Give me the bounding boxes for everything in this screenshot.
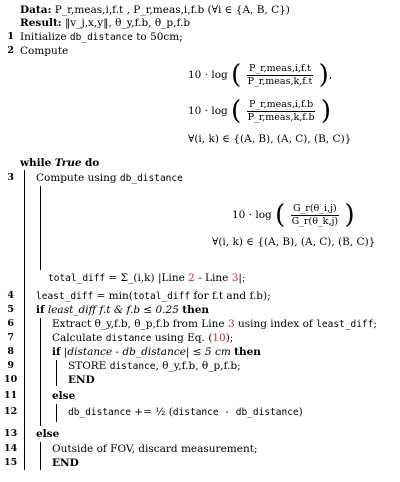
line-number: 13 (4, 428, 18, 439)
text: using Eq. ( (154, 332, 213, 344)
text: = min( (96, 290, 133, 302)
code: distance - db_distance (172, 407, 299, 418)
numerator: G_r(θ_i,j) (292, 202, 337, 214)
denominator: P_r,meas,k,f.t (247, 75, 313, 87)
algo-line-11: else (52, 390, 76, 402)
algo-line-10: END (68, 374, 95, 386)
text: ; (373, 318, 377, 330)
keyword: then (182, 304, 210, 316)
algo-line-15: END (52, 457, 79, 469)
text: ) (298, 406, 303, 418)
line-number: 14 (4, 443, 18, 454)
code: total_diff (132, 291, 191, 302)
text: Compute using (36, 172, 117, 184)
text: |; (238, 272, 246, 284)
algo-line-2: Compute (20, 45, 69, 57)
line-number: 7 (7, 332, 14, 343)
line-number: 8 (7, 346, 14, 357)
text: - Line (198, 272, 229, 284)
text: using index of (237, 318, 313, 330)
equation-2: 10 · log ( $\frac{\text{P\_r,meas,i,f.b}}{\text{P\_r,meas,k,f.b}}$ ) (188, 96, 332, 126)
algo-line-1 (20, 31, 183, 44)
line-number: 1 (7, 31, 14, 42)
code: distance (105, 333, 152, 344)
compute-scope-bar (40, 186, 41, 270)
algo-line-12 (68, 406, 303, 419)
algo-line-8 (52, 346, 261, 359)
code: least_diff (36, 291, 94, 302)
text: Extract θ_y,f.b, θ_p,f.b from Line (52, 318, 225, 330)
text: STORE (68, 360, 107, 372)
text: , θ_y,f.b, θ_p,f.b; (155, 360, 241, 372)
text: for f.t and f.b); (193, 290, 271, 302)
algo-line-14: Outside of FOV, discard measurement; (52, 443, 258, 455)
line-ref-link[interactable]: 3 (227, 318, 235, 330)
condition: True (54, 157, 82, 169)
algo-line-13: else (36, 428, 60, 440)
line-number: 6 (7, 318, 14, 329)
keyword: while (20, 157, 52, 169)
line-number: 2 (7, 45, 14, 56)
keyword: if (52, 346, 61, 358)
text: Initialize (20, 31, 67, 43)
condition: least_diff f.t & f.b ≤ 0.25 (47, 304, 179, 316)
inner-if-scope-bar (56, 360, 57, 386)
line-number: 10 (4, 374, 18, 385)
equation-ref-link[interactable]: 10 (212, 332, 226, 344)
outer-else-scope-bar (40, 442, 41, 470)
algo-line-5 (36, 304, 209, 317)
line-number: 5 (7, 304, 14, 315)
line-number: 9 (7, 360, 14, 371)
condition: |distance - db_distance| ≤ 5 cm (63, 346, 231, 358)
while-scope-bar (24, 170, 25, 470)
code: db_distance (69, 32, 133, 43)
math-text: 10 · log (188, 69, 228, 81)
else-scope-bar (56, 404, 57, 422)
code: least_diff (316, 319, 374, 330)
data-label: Data: (20, 4, 52, 16)
line-number: 4 (7, 290, 14, 301)
line-number: 11 (4, 390, 18, 401)
text: ); (225, 332, 234, 344)
line-ref-link[interactable]: 3 (231, 272, 239, 284)
result-text: ‖v_j,x,y‖, θ_y,f.b, θ_p,f.b (65, 17, 191, 29)
equation-1: 10 · log ( $\frac{\text{P\_r,meas,i,f.t}}{\text{P\_r,meas,k,f.t}}$ ), (188, 60, 333, 90)
forall-2: ∀(i, k) ∈ {(A, B), (A, C), (B, C)} (212, 236, 376, 248)
forall-1: ∀(i, k) ∈ {(A, B), (A, C), (B, C)} (188, 133, 352, 145)
math-text: 10 · log (232, 209, 272, 221)
if-scope-bar (40, 318, 41, 426)
text: to 50cm; (136, 31, 183, 43)
denominator: G_r(θ_k,j) (291, 215, 339, 227)
keyword: if (36, 304, 45, 316)
algo-line-3 (36, 172, 183, 185)
algo-line-6 (52, 318, 377, 331)
text: = Σ_(i,k) |Line (108, 272, 185, 284)
line-number: 15 (4, 457, 18, 468)
line-number: 12 (4, 406, 18, 417)
code: db_distance (119, 173, 183, 184)
code: total_diff (48, 273, 106, 284)
data-text: P_r,meas,i,f.t , P_r,meas,i,f.b (∀i ∈ {A, B, C}) (54, 4, 290, 16)
data-line (20, 4, 290, 17)
numerator: P_r,meas,i,f.t (248, 62, 311, 74)
numerator: P_r,meas,i,f.b (248, 98, 314, 110)
text: += ½ ( (134, 406, 173, 418)
denominator: P_r,meas,k,f.b (247, 111, 315, 123)
total-diff-line (48, 272, 245, 285)
algo-line-9 (68, 360, 241, 373)
line-number: 3 (7, 172, 14, 183)
algo-line-4 (36, 290, 271, 303)
text: Calculate (52, 332, 103, 344)
math-text: 10 · log (188, 105, 228, 117)
keyword: then (234, 346, 261, 358)
algo-line-7 (52, 332, 233, 345)
code: distance (109, 361, 156, 372)
result-label: Result: (20, 17, 62, 29)
result-line (20, 17, 190, 30)
while-line (20, 157, 99, 170)
code: db_distance (68, 407, 131, 418)
equation-3: 10 · log ( $\frac{G\_r(\theta\_i,j)}{G\_r(\theta\_k,j)}$ ) (232, 200, 355, 230)
keyword: do (84, 157, 100, 169)
line-ref-link[interactable]: 2 (188, 272, 195, 284)
